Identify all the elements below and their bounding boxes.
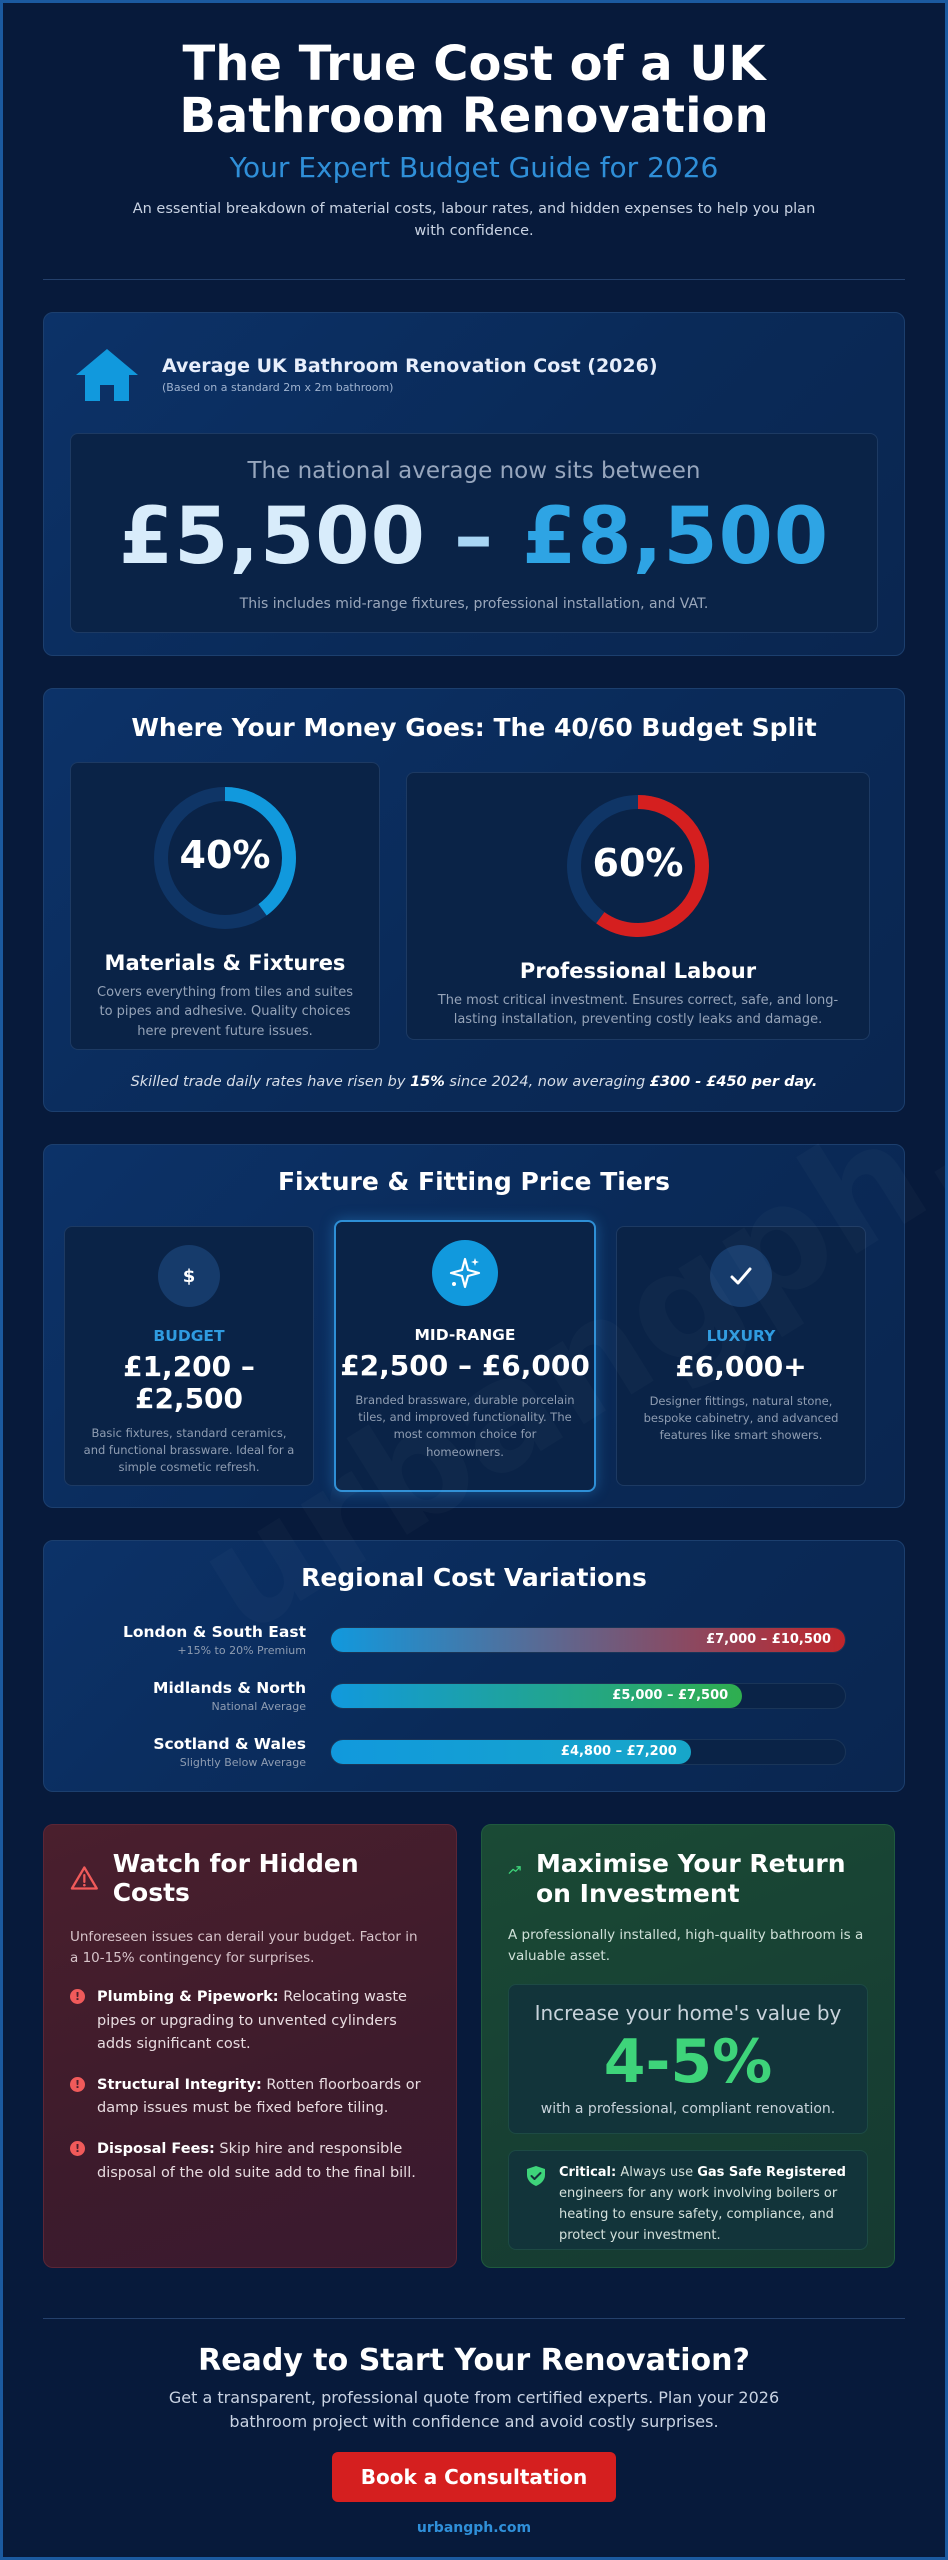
region-name: London & South East: [122, 1622, 306, 1641]
labour-box: [406, 772, 870, 1040]
region-row-london: [70, 1612, 878, 1668]
roi-value-box: [508, 1984, 868, 2134]
materials-label: Materials & Fixtures: [104, 950, 346, 975]
roi-header: [508, 1849, 868, 1909]
average-cost-dash: –: [454, 491, 494, 582]
hidden-cost-detail: Skip hire and responsible disposal of the old suite add to the final bill.: [97, 2141, 416, 2181]
roi-intro: A professionally installed, high-quality bathroom is a valuable asset.: [508, 1926, 864, 1964]
tier-mid-range: [334, 1220, 596, 1492]
labour-donut: [563, 791, 713, 941]
check-icon: [710, 1245, 772, 1307]
hero-header: [3, 3, 945, 243]
region-label: [70, 1735, 330, 1769]
labour-desc: The most critical investment. Ensures correct, safe, and long-lasting installation, preventing costly leaks and damage.: [437, 992, 839, 1028]
hidden-cost-bold: Plumbing & Pipework:: [97, 1989, 279, 2006]
tier-mid-name: MID-RANGE: [414, 1325, 516, 1344]
warning-icon: [70, 1864, 99, 1892]
hidden-cost-bold: Disposal Fees:: [97, 2141, 215, 2158]
region-sub: +15% to 20% Premium: [177, 1643, 306, 1657]
average-cost-card: [43, 312, 905, 656]
region-bar-fill: £4,800 – £7,200: [331, 1740, 691, 1764]
hidden-cost-item: [70, 2074, 430, 2120]
price-tiers-card: [43, 1144, 905, 1508]
materials-desc: Covers everything from tiles and suites to pipes and adhesive. Quality choices here prevent future issues.: [97, 984, 353, 1039]
hidden-costs-header: [70, 1849, 430, 1907]
roi-lead: Increase your home's value by: [534, 2001, 842, 2026]
average-cost-low: £5,500: [118, 491, 426, 582]
tier-luxury-price: £6,000+: [675, 1349, 807, 1383]
shield-check-icon: [525, 2165, 547, 2187]
average-cost-range: [71, 492, 877, 582]
materials-donut: [150, 783, 300, 933]
hidden-cost-text: [97, 1986, 430, 2056]
gas-safe-post: engineers for any work involving boilers or heating to ensure safety, compliance, and protect your investment.: [559, 2186, 838, 2243]
svg-text:$: $: [182, 1265, 196, 1287]
gas-safe-note: [508, 2150, 868, 2250]
region-name: Scotland & Wales: [153, 1734, 306, 1753]
tier-luxury-name: LUXURY: [706, 1326, 776, 1345]
average-cost-title: Average UK Bathroom Renovation Cost (2026): [162, 355, 658, 378]
hidden-cost-item: [70, 1986, 430, 2056]
region-name: Midlands & North: [153, 1678, 306, 1697]
cta-title: Ready to Start Your Renovation?: [198, 2342, 750, 2378]
alert-icon: !: [70, 2141, 85, 2156]
roi-value: 4-5%: [603, 2027, 773, 2098]
roi-note: with a professional, compliant renovation.: [540, 2101, 836, 2118]
trending-up-icon: [508, 1859, 522, 1881]
region-label: [70, 1623, 330, 1657]
average-cost-header: [70, 345, 878, 405]
website-link[interactable]: urbangph.com: [416, 2519, 532, 2536]
gas-safe-pre: Always use: [616, 2165, 698, 2181]
tier-budget: [64, 1226, 314, 1486]
region-bar-track: [330, 1683, 846, 1709]
average-cost-lead: The national average now sits between: [247, 457, 701, 484]
tier-budget-price: £1,200 – £2,500: [123, 1349, 255, 1415]
tier-luxury: [616, 1226, 866, 1486]
roi-title: Maximise Your Return on Investment: [536, 1848, 846, 1908]
region-row-scotland: [70, 1724, 878, 1780]
budget-split-row: [70, 762, 878, 1050]
cta-text: Get a transparent, professional quote from certified experts. Plan your 2026 bathroom project with confidence and avoid costly surprises.: [168, 2387, 780, 2431]
hidden-costs-title: Watch for Hidden Costs: [112, 1848, 359, 1907]
tier-mid-price: £2,500 – £6,000: [340, 1348, 590, 1382]
hidden-cost-text: [97, 2074, 430, 2120]
materials-box: [70, 762, 380, 1050]
region-sub: Slightly Below Average: [179, 1755, 306, 1769]
budget-split-title: Where Your Money Goes: The 40/60 Budget Split: [131, 712, 817, 742]
price-tiers-row: [64, 1220, 884, 1492]
materials-percent: 40%: [179, 832, 271, 877]
tier-mid-desc: Branded brassware, durable porcelain tiles, and improved functionality. The most common choice for homeowners.: [355, 1392, 575, 1459]
gas-safe-label: Critical:: [559, 2165, 617, 2181]
page-intro: An essential breakdown of material costs, labour rates, and hidden expenses to help you plan with confidence.: [132, 200, 816, 240]
page-title: The True Cost of a UK Bathroom Renovation: [179, 36, 769, 144]
sparkle-icon: [432, 1240, 498, 1306]
hidden-cost-detail: Rotten floorboards or damp issues must be fixed before tiling.: [97, 2077, 421, 2117]
region-bar-track: [330, 1739, 846, 1765]
tier-budget-desc: Basic fixtures, standard ceramics, and functional brassware. Ideal for a simple cosmetic refresh.: [83, 1425, 295, 1475]
book-consultation-button[interactable]: Book a Consultation: [332, 2452, 616, 2502]
alert-icon: !: [70, 1989, 85, 2004]
footnote-rate: £300 - £450 per day.: [649, 1073, 818, 1090]
footnote-rise: 15%: [410, 1073, 445, 1090]
hidden-costs-card: [43, 1824, 457, 2268]
average-cost-subtitle: (Based on a standard 2m x 2m bathroom): [162, 381, 394, 395]
header-divider: [43, 279, 905, 280]
region-label: [70, 1679, 330, 1713]
regional-costs-title: Regional Cost Variations: [301, 1562, 647, 1592]
region-bar-fill: £5,000 – £7,500: [331, 1684, 742, 1708]
average-cost-note: This includes mid-range fixtures, professional installation, and VAT.: [239, 595, 709, 612]
gas-safe-text: [559, 2163, 851, 2243]
average-cost-high: £8,500: [522, 491, 830, 582]
dollar-icon: [158, 1245, 220, 1307]
alert-icon: !: [70, 2077, 85, 2092]
footnote-pre: Skilled trade daily rates have risen by: [130, 1073, 411, 1090]
region-bar-fill: £7,000 – £10,500: [331, 1628, 845, 1652]
hidden-costs-intro: Unforeseen issues can derail your budget. Factor in a 10-15% contingency for surprises.: [70, 1928, 418, 1966]
bottom-cards-row: [43, 1824, 905, 2268]
region-row-midlands: [70, 1668, 878, 1724]
region-bar-track: [330, 1627, 846, 1653]
tier-budget-name: BUDGET: [153, 1326, 225, 1345]
footnote-mid: since 2024, now averaging: [444, 1073, 650, 1090]
regional-costs-card: [43, 1540, 905, 1792]
hidden-cost-text: [97, 2138, 430, 2184]
house-icon: [74, 345, 140, 405]
roi-card: [481, 1824, 895, 2268]
hidden-cost-detail: Relocating waste pipes or upgrading to unvented cylinders adds significant cost.: [97, 1989, 407, 2052]
region-sub: National Average: [211, 1699, 306, 1713]
gas-safe-bold: Gas Safe Registered: [697, 2165, 846, 2181]
hidden-cost-bold: Structural Integrity:: [97, 2077, 262, 2093]
page-subtitle: Your Expert Budget Guide for 2026: [229, 150, 719, 184]
labour-label: Professional Labour: [519, 958, 757, 983]
labour-rate-footnote: [70, 1074, 878, 1090]
cta-section: [3, 2319, 945, 2536]
regional-rows: [70, 1612, 878, 1780]
average-cost-panel: [70, 433, 878, 633]
price-tiers-title: Fixture & Fitting Price Tiers: [277, 1166, 671, 1196]
budget-split-card: [43, 688, 905, 1112]
tier-luxury-desc: Designer fittings, natural stone, bespoke cabinetry, and advanced features like smart showers.: [643, 1393, 839, 1443]
labour-percent: 60%: [592, 840, 684, 885]
hidden-cost-item: [70, 2138, 430, 2184]
